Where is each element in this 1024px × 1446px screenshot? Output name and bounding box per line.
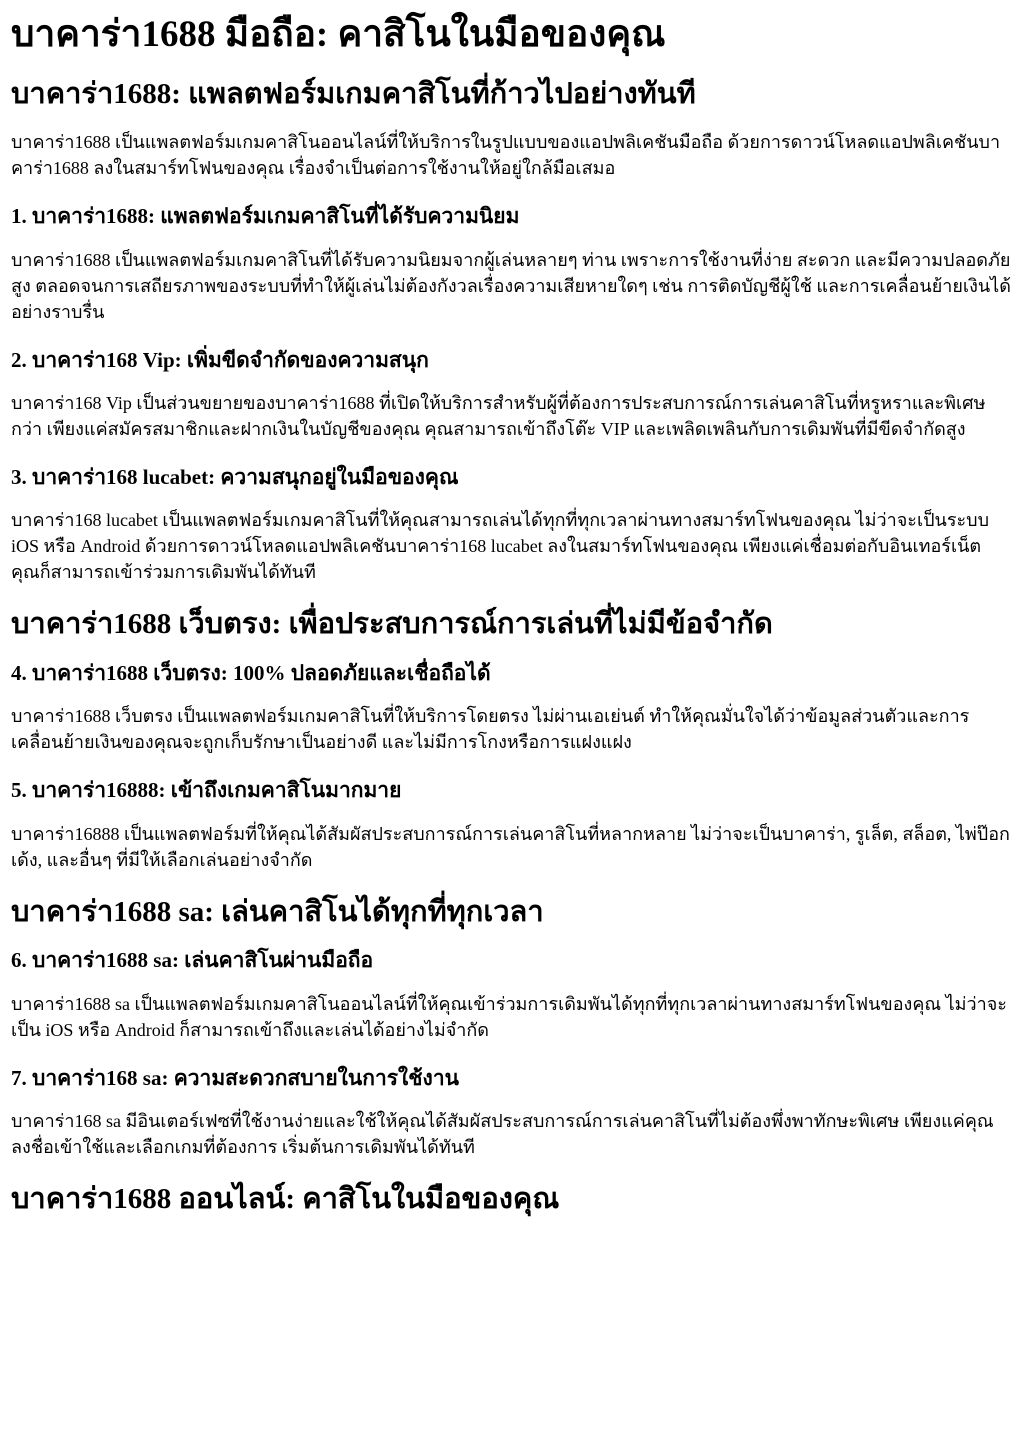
subsection-heading: 7. บาคาร่า168 sa: ความสะดวกสบายในการใช้งาน bbox=[11, 1065, 459, 1090]
page-title: บาคาร่า1688 มือถือ: คาสิโนในมือของคุณ bbox=[11, 14, 666, 55]
paragraph: บาคาร่า168 lucabet เป็นแพลตฟอร์มเกมคาสิโนที่ให้คุณสามารถเล่นได้ทุกที่ทุกเวลาผ่านทางสมาร์ทโฟนของคุณ ไม่ว่าจะเป็นระบบ iOS หรือ Android ด้วยการดาวน์โหลดแอปพลิเคชันบาคาร่า168 lucabet ลงในสมาร์ทโฟนของคุณ เพียงแค่เชื่อมต่อกับอินเทอร์เน็ต คุณก็สามารถเข้าร่วมการเดิมพันได้ทันที bbox=[11, 510, 990, 583]
paragraph: บาคาร่า1688 เป็นแพลตฟอร์มเกมคาสิโนที่ได้รับความนิยมจากผู้เล่นหลายๆ ท่าน เพราะการใช้งานที่ง่าย สะดวก และมีความปลอดภัยสูง ตลอดจนการเสถียรภาพของระบบที่ทำให้ผู้เล่นไม่ต้องกังวลเรื่องความเสียหายใดๆ เช่น การติดบัญชีผู้ใช้ และการเคลื่อนย้ายเงินได้อย่างราบรื่น bbox=[11, 249, 1011, 322]
section-heading: บาคาร่า1688 sa: เล่นคาสิโนได้ทุกที่ทุกเวลา bbox=[11, 895, 544, 928]
subsection-heading: 6. บาคาร่า1688 sa: เล่นคาสิโนผ่านมือถือ bbox=[11, 948, 374, 973]
subsection-heading: 5. บาคาร่า16888: เข้าถึงเกมคาสิโนมากมาย bbox=[11, 778, 402, 803]
subsection-heading: 3. บาคาร่า168 lucabet: ความสนุกอยู่ในมือของคุณ bbox=[11, 464, 459, 489]
paragraph: บาคาร่า1688 เว็บตรง เป็นแพลตฟอร์มเกมคาสิโนที่ให้บริการโดยตรง ไม่ผ่านเอเย่นต์ ทำให้คุณมั่นใจได้ว่าข้อมูลส่วนตัวและการเคลื่อนย้ายเงินของคุณจะถูกเก็บรักษาเป็นอย่างดี และไม่มีการโกงหรือการแฝงแฝง bbox=[11, 706, 970, 753]
paragraph: บาคาร่า1688 sa เป็นแพลตฟอร์มเกมคาสิโนออนไลน์ที่ให้คุณเข้าร่วมการเดิมพันได้ทุกที่ทุกเวลาผ่านทางสมาร์ทโฟนของคุณ ไม่ว่าจะเป็น iOS หรือ Android ก็สามารถเข้าถึงและเล่นได้อย่างไม่จำกัด bbox=[11, 993, 1007, 1040]
section-intro: บาคาร่า1688 เป็นแพลตฟอร์มเกมคาสิโนออนไลน์ที่ให้บริการในรูปแบบของแอปพลิเคชันมือถือ ด้วยการดาวน์โหลดแอปพลิเคชันบาคาร่า1688 ลงในสมาร์ทโฟนของคุณ เรื่องจำเป็นต่อการใช้งานให้อยู่ใกล้มือเสมอ bbox=[11, 132, 1001, 179]
section-heading: บาคาร่า1688 ออนไลน์: คาสิโนในมือของคุณ bbox=[11, 1183, 560, 1216]
section-heading: บาคาร่า1688: แพลตฟอร์มเกมคาสิโนที่ก้าวไปอย่างทันที bbox=[11, 77, 696, 110]
paragraph: บาคาร่า168 Vip เป็นส่วนขยายของบาคาร่า1688 ที่เปิดให้บริการสำหรับผู้ที่ต้องการประสบการณ์การเล่นคาสิโนที่หรูหราและพิเศษกว่า เพียงแค่สมัครสมาชิกและฝากเงินในบัญชีของคุณ คุณสามารถเข้าถึงโต๊ะ VIP และเพลิดเพลินกับการเดิมพันที่มีขีดจำกัดสูง bbox=[11, 392, 986, 439]
paragraph: บาคาร่า168 sa มีอินเตอร์เฟซที่ใช้งานง่ายและใช้ให้คุณได้สัมผัสประสบการณ์การเล่นคาสิโนที่ไม่ต้องพึ่งพาทักษะพิเศษ เพียงแค่คุณลงชื่อเข้าใช้และเลือกเกมที่ต้องการ เริ่มต้นการเดิมพันได้ทันที bbox=[11, 1111, 994, 1158]
paragraph: บาคาร่า16888 เป็นแพลตฟอร์มที่ให้คุณได้สัมผัสประสบการณ์การเล่นคาสิโนที่หลากหลาย ไม่ว่าจะเป็นบาคาร่า, รูเล็ต, สล็อต, ไพ่ป๊อกเด้ง, และอื่นๆ ที่มีให้เลือกเล่นอย่างจำกัด bbox=[11, 823, 1010, 870]
subsection-heading: 1. บาคาร่า1688: แพลตฟอร์มเกมคาสิโนที่ได้รับความนิยม bbox=[11, 204, 520, 229]
section-heading: บาคาร่า1688 เว็บตรง: เพื่อประสบการณ์การเล่นที่ไม่มีข้อจำกัด bbox=[11, 608, 773, 641]
subsection-heading: 2. บาคาร่า168 Vip: เพิ่มขีดจำกัดของความสนุก bbox=[11, 347, 429, 372]
subsection-heading: 4. บาคาร่า1688 เว็บตรง: 100% ปลอดภัยและเชื่อถือได้ bbox=[11, 661, 491, 686]
